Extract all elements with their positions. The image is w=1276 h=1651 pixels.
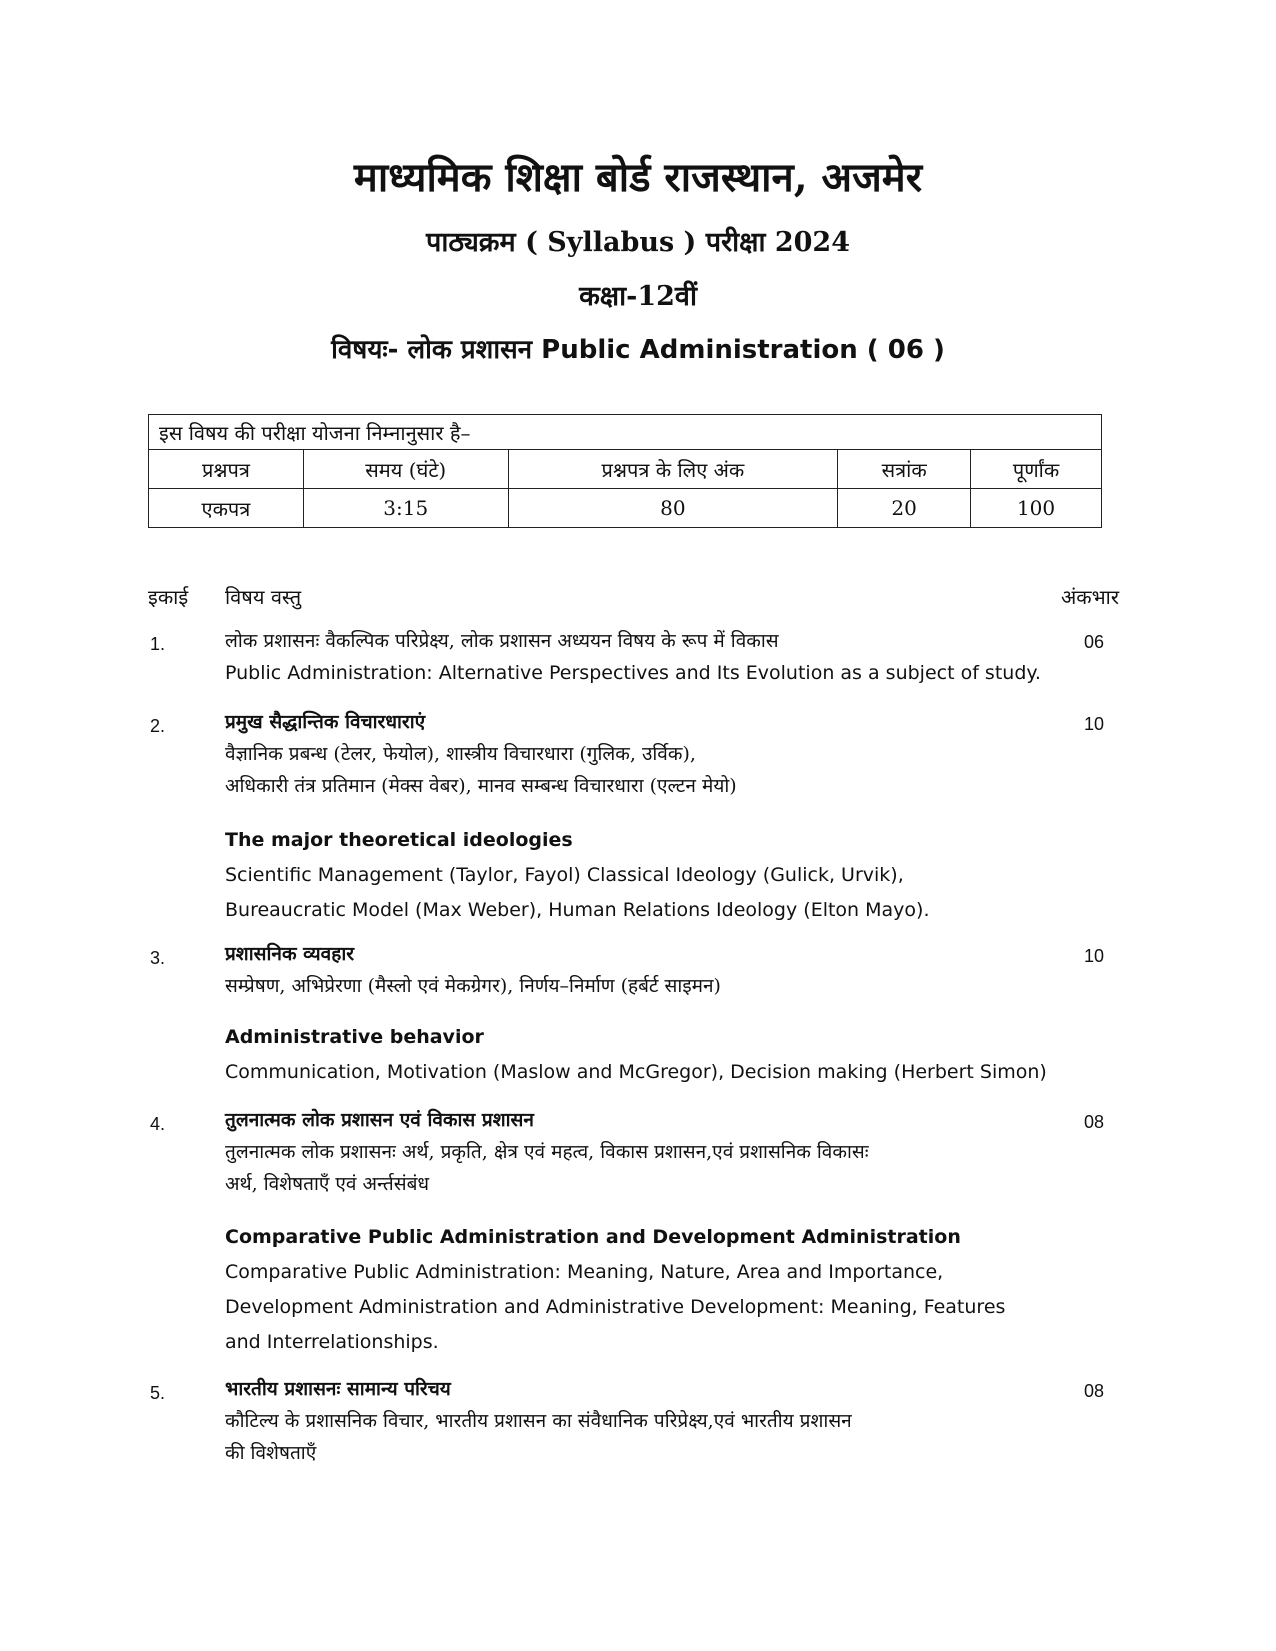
unit-english-title: The major theoretical ideologies xyxy=(225,829,573,851)
unit-hindi-text xyxy=(225,625,1025,657)
unit-number: 3. xyxy=(150,948,166,968)
table-cell: 80 xyxy=(508,489,838,528)
text-line: लोक प्रशासनः वैकल्पिक परिप्रेक्ष्य, लोक प्रशासन अध्ययन विषय के रूप में विकास xyxy=(225,630,779,652)
header-cell: प्रश्नपत्र xyxy=(149,450,304,489)
unit-hindi-text xyxy=(225,938,1025,1002)
header-cell: प्रश्नपत्र के लिए अंक xyxy=(508,450,838,489)
unit-number: 4. xyxy=(150,1114,166,1134)
unit-hindi-title: तुलनात्मक लोक प्रशासन एवं विकास प्रशासन xyxy=(225,1109,534,1131)
text-line: अर्थ, विशेषताएँ एवं अर्न्तसंबंध xyxy=(225,1173,430,1195)
text-line: Development Administration and Administrative Development: Meaning, Features xyxy=(225,1296,1006,1318)
table-cell: एकपत्र xyxy=(149,489,304,528)
unit-marks: 08 xyxy=(1083,1381,1104,1401)
unit-hindi-title: भारतीय प्रशासनः सामान्य परिचय xyxy=(225,1378,451,1400)
unit-english-text xyxy=(225,823,1045,928)
text-line: अधिकारी तंत्र प्रतिमान (मेक्स वेबर), मानव सम्बन्ध विचारधारा (एल्टन मेयो) xyxy=(225,775,737,797)
unit-marks: 08 xyxy=(1083,1112,1104,1132)
unit-marks: 06 xyxy=(1083,632,1104,652)
scheme-data-row xyxy=(149,489,1102,528)
syllabus-title: पाठ्यक्रम ( Syllabus ) परीक्षा 2024 xyxy=(425,227,851,258)
unit-english-text xyxy=(225,1220,1045,1360)
unit-hindi-text xyxy=(225,706,1025,802)
text-line: and Interrelationships. xyxy=(225,1331,439,1353)
table-cell: 100 xyxy=(971,489,1102,528)
class-title: कक्षा-12वीं xyxy=(579,281,697,312)
table-cell: 3:15 xyxy=(303,489,508,528)
exam-scheme-table xyxy=(148,414,1102,528)
unit-marks: 10 xyxy=(1083,714,1104,734)
header-cell: सत्रांक xyxy=(838,450,971,489)
unit-number: 5. xyxy=(150,1383,166,1403)
unit-number: 1. xyxy=(150,634,166,654)
text-line: सम्प्रेषण, अभिप्रेरणा (मैस्लो एवं मेकग्रेगर), निर्णय–निर्माण (हर्बर्ट साइमन) xyxy=(225,975,721,997)
text-line: तुलनात्मक लोक प्रशासनः अर्थ, प्रकृति, क्षेत्र एवं महत्व, विकास प्रशासन,एवं प्रशासनिक विकासः xyxy=(225,1141,869,1163)
unit-english-title: Comparative Public Administration and Development Administration xyxy=(225,1226,961,1248)
board-title: माध्यमिक शिक्षा बोर्ड राजस्थान, अजमेर xyxy=(353,154,923,201)
unit-hindi-text xyxy=(225,1104,1025,1200)
text-line: कौटिल्य के प्रशासनिक विचार, भारतीय प्रशासन का संवैधानिक परिप्रेक्ष्य,एवं भारतीय प्रशासन xyxy=(225,1410,852,1432)
column-header-marks: अंकभार xyxy=(1060,585,1119,609)
header-cell: पूर्णांक xyxy=(971,450,1102,489)
text-line: Communication, Motivation (Maslow and McGregor), Decision making (Herbert Simon) xyxy=(225,1061,1047,1083)
text-line: Comparative Public Administration: Meaning, Nature, Area and Importance, xyxy=(225,1261,944,1283)
unit-hindi-title: प्रशासनिक व्यवहार xyxy=(225,943,355,965)
table-cell: 20 xyxy=(838,489,971,528)
header-cell: समय (घंटे) xyxy=(303,450,508,489)
unit-english-text xyxy=(225,656,1045,691)
unit-english-text xyxy=(225,1020,1045,1090)
text-line: Bureaucratic Model (Max Weber), Human Relations Ideology (Elton Mayo). xyxy=(225,899,930,921)
column-header-unit: इकाई xyxy=(148,585,189,609)
unit-hindi-text xyxy=(225,1373,1025,1469)
unit-marks: 10 xyxy=(1083,946,1104,966)
unit-number: 2. xyxy=(150,716,166,736)
scheme-intro: इस विषय की परीक्षा योजना निम्नानुसार है– xyxy=(149,415,1102,450)
scheme-header-row xyxy=(149,450,1102,489)
unit-hindi-title: प्रमुख सैद्धान्तिक विचारधाराएं xyxy=(225,711,426,733)
subject-title: विषयः- लोक प्रशासन Public Administration ( 06 ) xyxy=(331,335,945,365)
text-line: Public Administration: Alternative Perspectives and Its Evolution as a subject of study. xyxy=(225,662,1041,684)
column-header-content: विषय वस्तु xyxy=(225,585,302,609)
text-line: की विशेषताएँ xyxy=(225,1442,317,1464)
unit-english-title: Administrative behavior xyxy=(225,1026,484,1048)
text-line: Scientific Management (Taylor, Fayol) Classical Ideology (Gulick, Urvik), xyxy=(225,864,904,886)
text-line: वैज्ञानिक प्रबन्ध (टेलर, फेयोल), शास्त्रीय विचारधारा (गुलिक, उर्विक), xyxy=(225,743,696,765)
